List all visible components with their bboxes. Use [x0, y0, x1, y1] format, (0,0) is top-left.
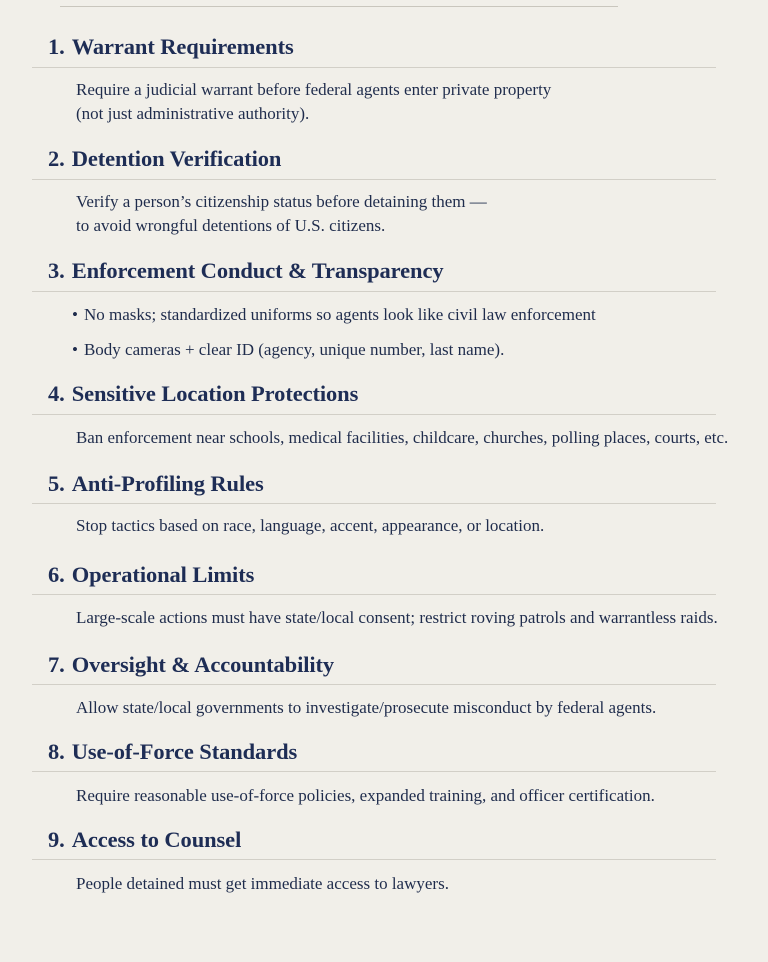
section-text-line: Allow state/local governments to investigate/prosecute misconduct by federal agents.: [76, 698, 657, 717]
section-number: 6.: [48, 562, 65, 587]
section-title: Enforcement Conduct & Transparency: [71, 258, 444, 283]
section-divider: [32, 67, 716, 68]
bullet-dot-icon: •: [72, 340, 78, 359]
section-divider: [32, 291, 716, 292]
section-title: Access to Counsel: [71, 827, 242, 852]
section-divider: [32, 859, 716, 860]
section-divider: [32, 503, 716, 504]
section-divider: [32, 594, 716, 595]
bullet-item: [72, 303, 596, 327]
section-heading: [48, 471, 264, 497]
section-title: Anti-Profiling Rules: [71, 471, 264, 496]
section-text-line: (not just administrative authority).: [76, 104, 310, 123]
section-title: Operational Limits: [71, 562, 255, 587]
section-heading: [48, 258, 444, 284]
section-heading: [48, 562, 254, 588]
bullet-item: [72, 338, 504, 362]
section-number: 1.: [48, 34, 65, 59]
section-number: 8.: [48, 739, 65, 764]
section-number: 3.: [48, 258, 65, 283]
section-text-line: Require a judicial warrant before federal agents enter private property: [76, 80, 552, 99]
section-text-line: Ban enforcement near schools, medical facilities, childcare, churches, polling places, courts, etc.: [76, 428, 729, 447]
section-text-line: Verify a person’s citizenship status before detaining them —: [76, 192, 487, 211]
section-heading: [48, 827, 241, 853]
section-divider: [32, 684, 716, 685]
section-divider: [32, 179, 716, 180]
section-divider: [32, 771, 716, 772]
top-divider: [60, 6, 618, 7]
section-heading: [48, 739, 297, 765]
section-title: Use-of-Force Standards: [71, 739, 298, 764]
section-number: 9.: [48, 827, 65, 852]
section-text-line: People detained must get immediate access to lawyers.: [76, 874, 449, 893]
section-title: Sensitive Location Protections: [71, 381, 359, 406]
section-heading: [48, 381, 358, 407]
section-number: 2.: [48, 146, 65, 171]
section-number: 7.: [48, 652, 65, 677]
section-heading: [48, 34, 294, 60]
section-heading: [48, 146, 281, 172]
section-text-line: Require reasonable use-of-force policies, expanded training, and officer certification.: [76, 786, 655, 805]
bullet-text: Body cameras + clear ID (agency, unique number, last name).: [83, 340, 505, 359]
section-divider: [32, 414, 716, 415]
bullet-dot-icon: •: [72, 305, 78, 324]
section-text-line: Stop tactics based on race, language, accent, appearance, or location.: [76, 516, 545, 535]
section-text-line: Large-scale actions must have state/local consent; restrict roving patrols and warrantless raids.: [76, 608, 718, 627]
section-title: Warrant Requirements: [71, 34, 294, 59]
section-number: 5.: [48, 471, 65, 496]
section-text-line: to avoid wrongful detentions of U.S. citizens.: [76, 216, 386, 235]
section-number: 4.: [48, 381, 65, 406]
section-title: Oversight & Accountability: [71, 652, 335, 677]
section-heading: [48, 652, 334, 678]
section-title: Detention Verification: [71, 146, 282, 171]
bullet-text: No masks; standardized uniforms so agents look like civil law enforcement: [83, 305, 596, 324]
